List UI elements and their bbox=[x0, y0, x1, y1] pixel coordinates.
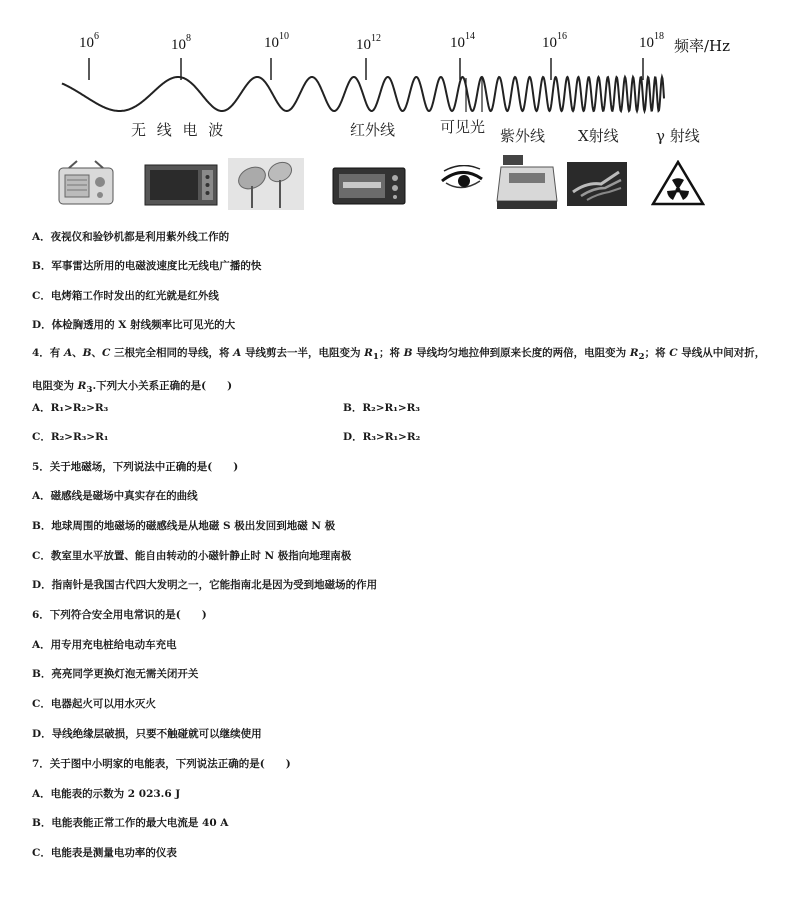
freq-label-1e10: $10^{10}$ bbox=[264, 31, 289, 51]
q6-option-a: A．用专用充电桩给电动车充电 bbox=[32, 639, 177, 651]
eye-icon bbox=[440, 165, 484, 195]
q7-option-c: C．电能表是测量电功率的仪表 bbox=[32, 847, 177, 859]
q7-option-b: B．电能表能正常工作的最大电流是 40 A bbox=[32, 817, 229, 829]
q5-option-b: B．地球周围的地磁场的磁感线是从地磁 S 极出发回到地磁 N 极 bbox=[32, 520, 336, 532]
q5-option-a: A．磁感线是磁场中真实存在的曲线 bbox=[32, 490, 198, 502]
q3-option-c: C．电烤箱工作时发出的红光就是红外线 bbox=[32, 290, 219, 302]
freq-label-1e18: $10^{18}$ bbox=[639, 31, 664, 51]
spectrum-figure bbox=[0, 0, 794, 215]
q6-stem: 6．下列符合安全用电常识的是( ) bbox=[32, 609, 207, 621]
band-gamma: γ 射线 bbox=[656, 127, 700, 145]
radiation-icon bbox=[651, 160, 705, 206]
band-infrared: 红外线 bbox=[350, 121, 396, 139]
freq-label-1e8: $10^8$ bbox=[171, 33, 191, 53]
freq-label-1e14: $10^{14}$ bbox=[450, 31, 475, 51]
q3-option-b: B．军事雷达所用的电磁波速度比无线电广播的快 bbox=[32, 260, 262, 272]
microwave-icon bbox=[143, 163, 219, 207]
band-xray: X射线 bbox=[578, 127, 619, 145]
q4-option-a: A．R₁>R₂>R₃ bbox=[32, 402, 109, 414]
q7-stem: 7．关于图中小明家的电能表，下列说法正确的是( ) bbox=[32, 758, 291, 770]
q6-option-c: C．电器起火可以用水灭火 bbox=[32, 698, 156, 710]
satellite-dish-icon bbox=[228, 158, 304, 210]
q4-option-d: D．R₃>R₁>R₂ bbox=[343, 431, 421, 443]
band-ultraviolet: 紫外线 bbox=[500, 127, 546, 145]
toaster-oven-icon bbox=[331, 166, 407, 208]
q4-option-c: C．R₂>R₃>R₁ bbox=[32, 431, 109, 443]
xray-hand-icon bbox=[567, 162, 627, 206]
radio-icon bbox=[55, 160, 117, 208]
freq-label-1e16: $10^{16}$ bbox=[542, 31, 567, 51]
money-counter-icon bbox=[495, 153, 559, 211]
band-visible: 可见光 bbox=[440, 118, 486, 136]
q3-option-a: A．夜视仪和验钞机都是利用紫外线工作的 bbox=[32, 231, 230, 243]
q5-option-c: C．教室里水平放置、能自由转动的小磁针静止时 N 极指向地理南极 bbox=[32, 550, 352, 562]
q5-option-d: D．指南针是我国古代四大发明之一，它能指南北是因为受到地磁场的作用 bbox=[32, 579, 378, 591]
freq-label-1e12: $10^{12}$ bbox=[356, 33, 381, 53]
q4-stem: 4．有 A、B、C 三根完全相同的导线，将 A 导线剪去一半，电阻变为 $R_1$；将 B 导线均匀地拉伸到原来长度的两倍，电阻变为 $R_2$；将 C 导线从中间对折，电阻变为 $R_3$.下列大小关系正确的是( ) bbox=[32, 347, 766, 396]
q6-option-b: B．亮亮同学更换灯泡无需关闭开关 bbox=[32, 668, 199, 680]
frequency-unit: 频率/Hz bbox=[674, 37, 731, 55]
freq-label-1e6: $10^6$ bbox=[79, 31, 99, 51]
q5-stem: 5．关于地磁场，下列说法中正确的是( ) bbox=[32, 461, 239, 473]
q6-option-d: D．导线绝缘层破损，只要不触碰就可以继续使用 bbox=[32, 728, 262, 740]
q3-option-d: D．体检胸透用的 X 射线频率比可见光的大 bbox=[32, 319, 236, 331]
q4-option-b: B．R₂>R₁>R₃ bbox=[343, 402, 420, 414]
band-radio: 无 线 电 波 bbox=[131, 121, 227, 139]
q7-option-a: A．电能表的示数为 2 023.6 J bbox=[32, 788, 181, 800]
